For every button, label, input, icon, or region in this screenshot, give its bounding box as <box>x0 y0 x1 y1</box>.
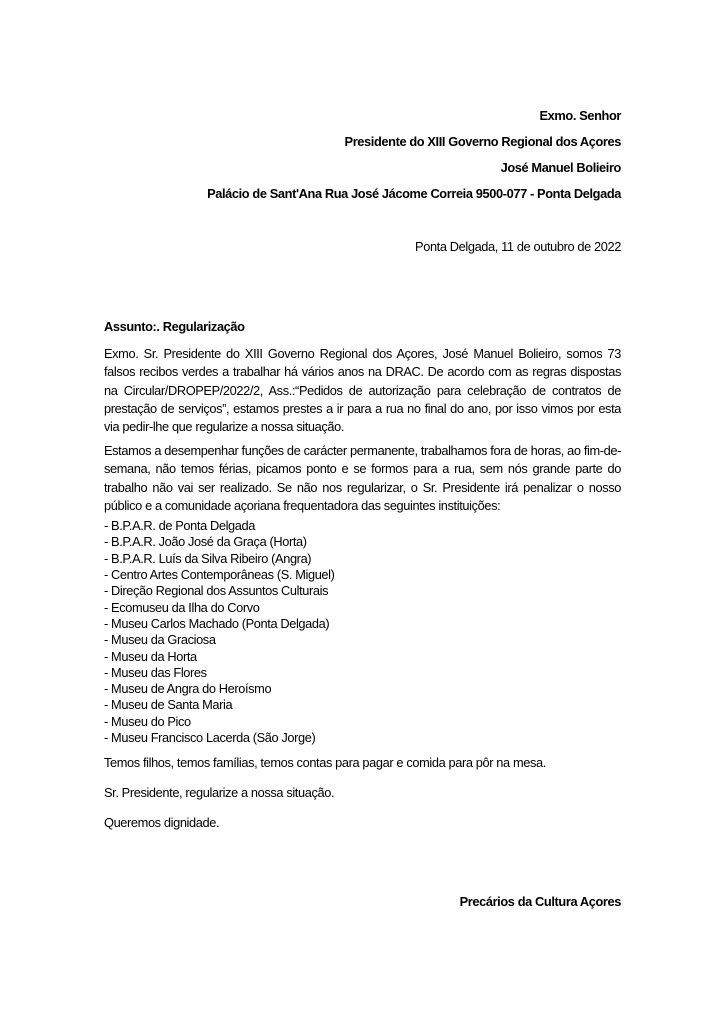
institution-item: - Museu Carlos Machado (Ponta Delgada) <box>104 615 330 631</box>
institution-item: - B.P.A.R. João José da Graça (Horta) <box>104 534 307 550</box>
body-paragraphs <box>104 345 621 515</box>
closing-paragraphs <box>104 754 621 832</box>
institution-item: - Museu da Graciosa <box>104 632 216 648</box>
institution-item: - Ecomuseu da Ilha do Corvo <box>104 599 260 615</box>
institution-item: - Museu da Horta <box>104 648 197 664</box>
institution-item: - Direção Regional dos Assuntos Culturais <box>104 583 329 599</box>
subject-line: Assunto:. Regularização <box>104 319 245 334</box>
closing-paragraph: Temos filhos, temos famílias, temos contas para pagar e comida para pôr na mesa. <box>104 755 546 771</box>
institution-item: - Museu de Angra do Heroísmo <box>104 681 272 697</box>
date-line: Ponta Delgada, 11 de outubro de 2022 <box>415 239 621 254</box>
institutions-list <box>104 518 621 746</box>
institution-item: - B.P.A.R. de Ponta Delgada <box>104 518 255 534</box>
institution-item: - B.P.A.R. Luís da Silva Ribeiro (Angra) <box>104 550 312 566</box>
recipient-line: Exmo. Senhor <box>539 108 621 123</box>
institution-item: - Museu do Pico <box>104 713 191 729</box>
body-paragraph: Estamos a desempenhar funções de carácter permanente, trabalhamos fora de horas, ao fim-de-semana, não temos férias, picamos ponto e se formos para a rua, sem nós grande parte do trabalho não vai ser realizado. Se não nos regularizar, o Sr. Presidente irá penalizar o nosso público e a comunidade açoriana frequentadora das seguintes instituições: <box>104 442 621 513</box>
recipient-line: Presidente do XIII Governo Regional dos Açores <box>344 134 621 149</box>
closing-paragraph: Queremos dignidade. <box>104 814 220 830</box>
institution-item: - Centro Artes Contemporâneas (S. Miguel) <box>104 567 335 583</box>
recipient-block <box>104 103 621 207</box>
recipient-line: José Manuel Bolieiro <box>500 160 621 175</box>
institution-item: - Museu das Flores <box>104 664 207 680</box>
institution-item: - Museu de Santa Maria <box>104 697 233 713</box>
signature: Precários da Cultura Açores <box>459 894 621 910</box>
closing-paragraph: Sr. Presidente, regularize a nossa situação. <box>104 785 335 801</box>
recipient-line: Palácio de Sant'Ana Rua José Jácome Correia 9500-077 - Ponta Delgada <box>207 186 621 201</box>
body-paragraph: Exmo. Sr. Presidente do XIII Governo Regional dos Açores, José Manuel Bolieiro, somos 73 falsos recibos verdes a trabalhar há vários anos na DRAC. De acordo com as regras dispostas na Circular/DROPEP/2022/2, Ass.:“Pedidos de autorização para celebração de contratos de prestação de serviços”, estamos prestes a ir para a rua no final do ano, por isso vimos por esta via pedir-lhe que regularize a nossa situação. <box>104 346 621 435</box>
institution-item: - Museu Francisco Lacerda (São Jorge) <box>104 730 316 746</box>
